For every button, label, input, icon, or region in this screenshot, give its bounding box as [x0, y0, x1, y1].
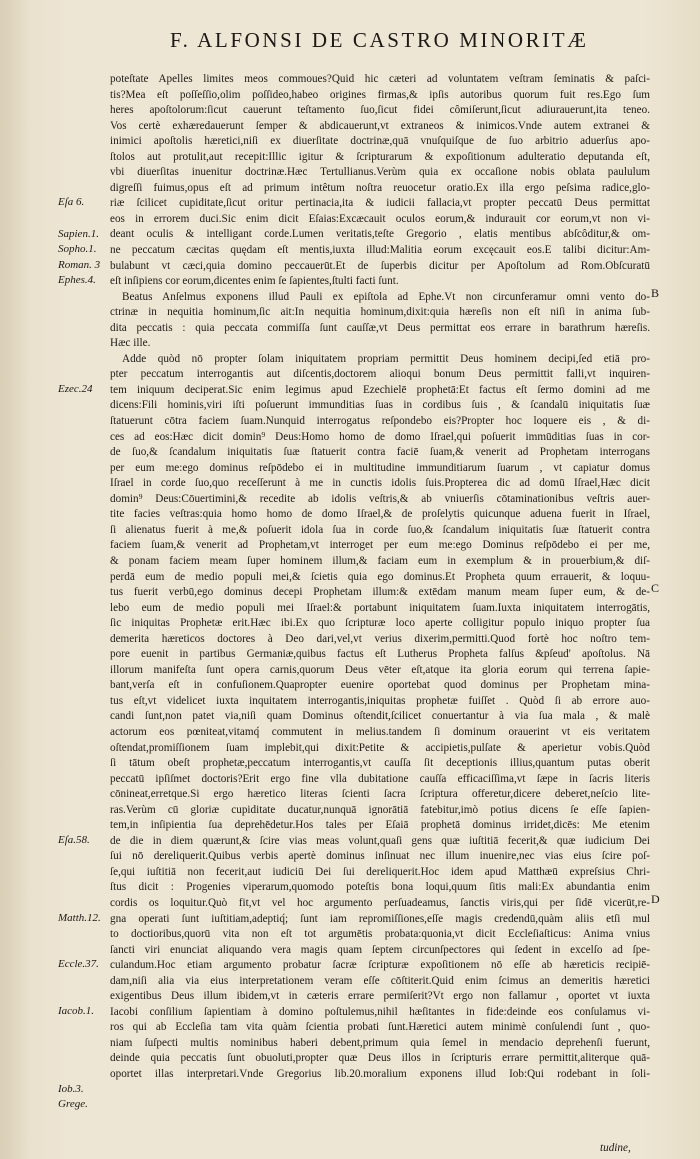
- text-line: deinde quia peccatis ſunt obuoluti,propter quæ Deus illos in ſcripturis errare permittit,aliterque quā-: [110, 1052, 650, 1065]
- text-line: tem,in inſipientia ſua deprehēdetur.Hos tales per Eſaiā prophetā dominus irridet,dicēs: Me etenim: [110, 819, 650, 832]
- text-line: pore euenit in partibus Germaniæ,quibus factus eſt Lutherus Propheta falſus &pſeud' apoſtolus. Nā: [110, 648, 650, 661]
- text-line: de die in diem quærunt,& ſcire vias meas volunt,quaſi gens quæ iuſtitiā fecerit,& quæ iudicium Dei: [110, 834, 650, 847]
- text-line: heres apoſtolorum:ſicut cauerunt teſtamento ſuo,ſicut fidei cômiſerunt,ſicut adiurauerunt,ita teneo.: [110, 104, 650, 117]
- text-line: demerita hæreticos doctores à Deo dari,vel,vt verius dixerim,permitti.Quod fortè hoc noſtro tem-: [110, 632, 650, 645]
- margin-note: Iob.3.: [58, 1082, 84, 1095]
- margin-note: Eſa.58.: [58, 833, 90, 846]
- text-line: perdā eum de medio populi mei,& ſcietis quia ego dominus.Et Propheta quum errauerit, & loquu-: [110, 570, 650, 583]
- text-line: ſui nō dereliquerit.Quibus verbis apertè dominus inſinuat nec illum inuenire,nec vias eius ſcire poſ-: [110, 850, 650, 863]
- text-line: tis?Mea eſt poſſeſſio,olim poſſideo,habeo origines firmas,& ipſis autoribus quorum fuit res.Ego ſum: [110, 88, 650, 101]
- text-line: digreſſi fuimus,opus eſt ad primum intêtum noſtra reuocetur oratio.Ex illa ergo peſsima radice,glo-: [110, 181, 650, 194]
- text-line: ſic iniquitas Prophetæ erit.Hæc ibi.Ex quo ſcripturæ loco aperte colligitur populo iniquo propter ſua: [110, 617, 650, 630]
- text-line: bulabunt vt cæci,quia domino peccauerūt.Et de ſuperbis dicitur per Apoſtolum ad Rom.Obſcuratū: [110, 259, 650, 272]
- text-line: tem iniquum deciperat.Sic enim legimus apud Ezechielē prophetā:Et factus eſt ſermo domini ad me: [110, 383, 650, 396]
- text-line: lebo eum de medio populi mei Iſrael:& portabunt iniquitatem ſuam.Iuxta iniquitatem interrogātis,: [110, 601, 650, 614]
- text-line: ſe,qui iuſtitiā non fecerit,aut iudiciū Dei ſui dereliquerit.Hoc idem apud Matthæū expreſsius Chri-: [110, 865, 650, 878]
- margin-note: Eccle.37.: [58, 958, 99, 971]
- text-line: illorum manifeſta ſunt opera carnis,quorum Deus vēter eſt,atque ita gloria eorum qui terrena ſapie-: [110, 663, 650, 676]
- text-line: ras.Verùm cū gloriæ cupiditate ducatur,nunquā ignorātiā fatebitur,imò potius dicens ſe eſſe ſapien-: [110, 803, 650, 816]
- margin-notes: [0, 0, 110, 1159]
- text-line: riæ ſcilicet cupiditate,ſicut oritur pertinacia,ita & iudicii fallacia,vt propter peccatū Deus permittat: [110, 197, 650, 210]
- section-letter: C: [651, 581, 660, 596]
- text-line: ſancti viri enunciat aliquando vera magis quam ſeptem circunſpectores qui ſedent in excelſo ad ſpe-: [110, 943, 650, 956]
- text-line: oſtendat,promiſſionem ſuam implebit,qui dixit:Petite & accipietis,pulſate & aperietur vobis.Quòd: [110, 741, 650, 754]
- margin-note: Eſa 6.: [58, 196, 85, 209]
- text-line: ſtus dicit : Progenies viperarum,quomodo poteſtis bona loqui,quum ſitis mali:Ex abundantia enim: [110, 881, 650, 894]
- text-line: oportet illas interpretari.Vnde Gregorius lib.20.moralium exponens illud Iob:Qui rodebant in ſoli-: [110, 1068, 650, 1080]
- text-line: tite facies veſtras:quia homo homo de domo Iſrael,& de proſelytis quicunque aduena fuerit in Iſrael,: [110, 508, 650, 521]
- catchword: tudine,: [600, 1142, 631, 1154]
- text-line: Beatus Anſelmus exponens illud Pauli ex epiſtola ad Ephe.Vt non circunferamur omni vento do-: [122, 290, 650, 303]
- text-line: tus fuerit verbū,ego dominus decepi Prophetam illum:& extēdam manum meam ſuper eum, & de-: [110, 586, 650, 599]
- text-line: pter peccatum interrogantis aut diſcentis,doctorem alioqui bonum Deus permittit falli,vt inquiren-: [110, 368, 650, 381]
- text-line: ſtolos aut protulit,aut recepit:Illic igitur & ſcripturarum & expoſitionum adulteratio deputanda eſt,: [110, 150, 650, 163]
- margin-note: Grege.: [58, 1098, 88, 1111]
- text-line: peccatū ipſiſmet doctoris?Erit ergo fine vlla dubitatione cauſſa efficaciſſima,vt ſæpe in ſacris literis: [110, 772, 650, 785]
- text-line: candi ſunt,non patet via,niſi quam Dominus oſtendit,ſcilicet conuertantur à via ſua mala , & malè: [110, 710, 650, 723]
- margin-note: Iacob.1.: [58, 1005, 95, 1017]
- text-line: eſt inſipiens cor eorum,dicentes enim ſe ſapientes,ſtulti facti ſunt.: [110, 275, 399, 288]
- margin-note: Ephes.4.: [58, 274, 96, 287]
- section-letter: B: [651, 285, 660, 300]
- text-line: dita peccatis : quia peccata commiſſa ſunt cauſſæ,vt Deus permittat eos errare in barathrum hæreſis.: [110, 321, 650, 334]
- text-line: bant,verſa eſt in confuſionem.Quapropter euenire oportebat quod dominus per Prophetam mina-: [110, 679, 650, 692]
- text-line: gna operati ſunt iuſtitiam,adeptiq́; ſunt iam repromiſſiones,eſſe magis credendū,quàm aliis etſi mul: [110, 912, 650, 925]
- text-line: actorum eos pœniteat,vitamq́ commutent in melius.tandem ſi dominum orauerint vt eis veritatem: [110, 725, 650, 738]
- margin-note: Sopho.1.: [58, 243, 97, 256]
- text-line: to doctioribus,quorū vita non eſt tot argumētis probata:quonia,vt dicit Eccleſiaſticus: Anima vnius: [110, 928, 650, 941]
- text-line: dam,niſi alia via eius interpretationem veram eſſe cōſtiterit.Quid enim ſcimus an demeritis hæretici: [110, 974, 650, 987]
- text-line: exigentibus Deus illum ibidem,vt in cæteris errare permiſerit?Vt ergo non fallamur , oportet vt iuxta: [110, 990, 650, 1003]
- margin-note: Sapien.1.: [58, 227, 99, 240]
- text-line: ſtatuerunt cōtra faciem ſuam.Nunquid interrogatus reſpondebo eis?Propter hoc loquere eis , & di-: [110, 415, 650, 428]
- margin-note: Matth.12.: [58, 911, 101, 924]
- text-line: ne peccatum cæcitas quędam eſt mentis,iuxta illud:Malitia eorum excęcauit eos.E talibi dicitur:Am-: [110, 244, 650, 257]
- main-text-block: [110, 72, 650, 1083]
- text-line: culandum.Hoc etiam argumento probatur ſacræ ſcripturæ expoſitionem nō eſſe ab hæreticis recipiē-: [110, 959, 650, 972]
- text-line: faciem ſuam,& venerit ad Prophetam,vt interroget per eum me:ego Dominus reſpōdebo ei per me,: [110, 539, 650, 552]
- text-line: inimici apoſtolis hæretici,niſi ex diuerſitate doctrinæ,quā vnuſquiſque de ſuo arbitrio aduerſus apo-: [110, 135, 650, 148]
- text-line: Iacobi conſilium ſapientiam à domino poſtulemus,nihil hæſitantes in fide:deinde eos conſulamus vi-: [110, 1005, 650, 1018]
- text-line: de ſuo,& ſcandalum iniquitatis ſuæ ſtatuerit contra faciē ſuam,& venerit ad Prophetam interrogans: [110, 446, 650, 459]
- text-line: ces ad eos:Hæc dicit domin⁹ Deus:Homo homo de domo Iſrael,qui poſuerit immūditias ſuas in cor-: [110, 430, 650, 443]
- section-letter: D: [651, 892, 660, 907]
- text-line: tus eſt,vt videlicet iuxta inquitatem interrogantis,iniquitas prophetæ fuiſſet . Quòd ſi ab errore auo-: [110, 694, 650, 707]
- text-line: dicens:Fili hominis,viri iſti poſuerunt immunditias ſuas in cordibus ſuis , & ſcandalū iniquitatis ſuæ: [110, 399, 650, 412]
- text-line: deant oculis & intelligant corde.Lumen veritatis,teſte Gregorio , elatis mentibus abſcôditur,& om-: [110, 228, 650, 241]
- text-line: ros qui ab Eccleſia tam vita quàm ſcientia probati ſunt.Hæretici autem minimè conſulendi ſunt , quo-: [110, 1021, 650, 1034]
- text-line: ſi alienatus fuerit à me,& poſuerit idola ſua in corde ſuo,& ſcandalum iniquitatis ſuæ ſtatuerit contra: [110, 523, 650, 536]
- running-header: F. ALFONSI DE CASTRO MINORITÆ: [170, 28, 589, 52]
- text-line: Hæc ille.: [110, 337, 151, 350]
- text-line: ſi tātum obeſt prophetæ,peccatum interrogantis,vt cauſſa ſit deceptionis illius,quantum putas oberit: [110, 757, 650, 770]
- text-line: niam ſuſpecti multis nominibus haberi debent,primum quia ſemel in mendacio deprehenſi fuerunt,: [110, 1036, 650, 1049]
- text-line: vbi diuerſitas inuenitur doctrinæ.Hæc Tertullianus.Verùm quia ex occaſione nobis oblata paululum: [110, 166, 650, 179]
- text-line: per eum me:ego dominus reſpōdebo ei in multitudine immunditiarum ſuarum , vt capiatur domus: [110, 461, 650, 474]
- text-line: eos in errorem duci.Sic enim dicit Eſaias:Excæcauit oculos eorum,& indurauit cor eorum,vt non vi-: [110, 212, 650, 225]
- text-line: cōnineat,erretque.Si ergo hæretico literas ſcienti ſacra ſcriptura offeretur,dicere deberet,neſcio lite-: [110, 788, 650, 801]
- text-line: ctrinæ in nequitia hominum,ſic ait:In nequitia hominum,dixit:quia hæreſis non eſt niſi in anima ſub-: [110, 306, 650, 319]
- text-line: Iſrael in corde ſuo,quo receſſerunt à me in cunctis idolis ſuis.Propterea dic ad domū Iſrael,Hæc dicit: [110, 477, 650, 490]
- text-line: & ponam faciem meam ſuper hominem illum,& faciam eum in exemplum & in prouerbium,& diſ-: [110, 554, 650, 567]
- margin-note: Ezec.24: [58, 383, 93, 395]
- margin-note: Roman. 3: [58, 258, 101, 271]
- text-line: Vos certè exhæredauerunt ſemper & abdicauerunt,vt extraneos & inimicos.Vnde autem extranei &: [110, 119, 650, 132]
- text-line: domin⁹ Deus:Cōuertimini,& recedite ab idolis veſtris,& ab vniuerſis cōtaminationibus veſtris auer-: [110, 492, 650, 505]
- text-line: Adde quòd nō propter ſolam iniquitatem propriam permittit Deus hominem decipi,ſed etiā pro-: [122, 352, 650, 365]
- text-line: cordis os loquitur.Quò fit,vt vel hoc argumento perſuadeamus, ſanctis viris,qui per ſidē vicerūt,re-: [110, 896, 650, 909]
- text-line: poteſtate Apelles limites meos commoues?Quid hic cæteri ad voluntatem veſtram ſeminatis & paſci-: [110, 73, 650, 85]
